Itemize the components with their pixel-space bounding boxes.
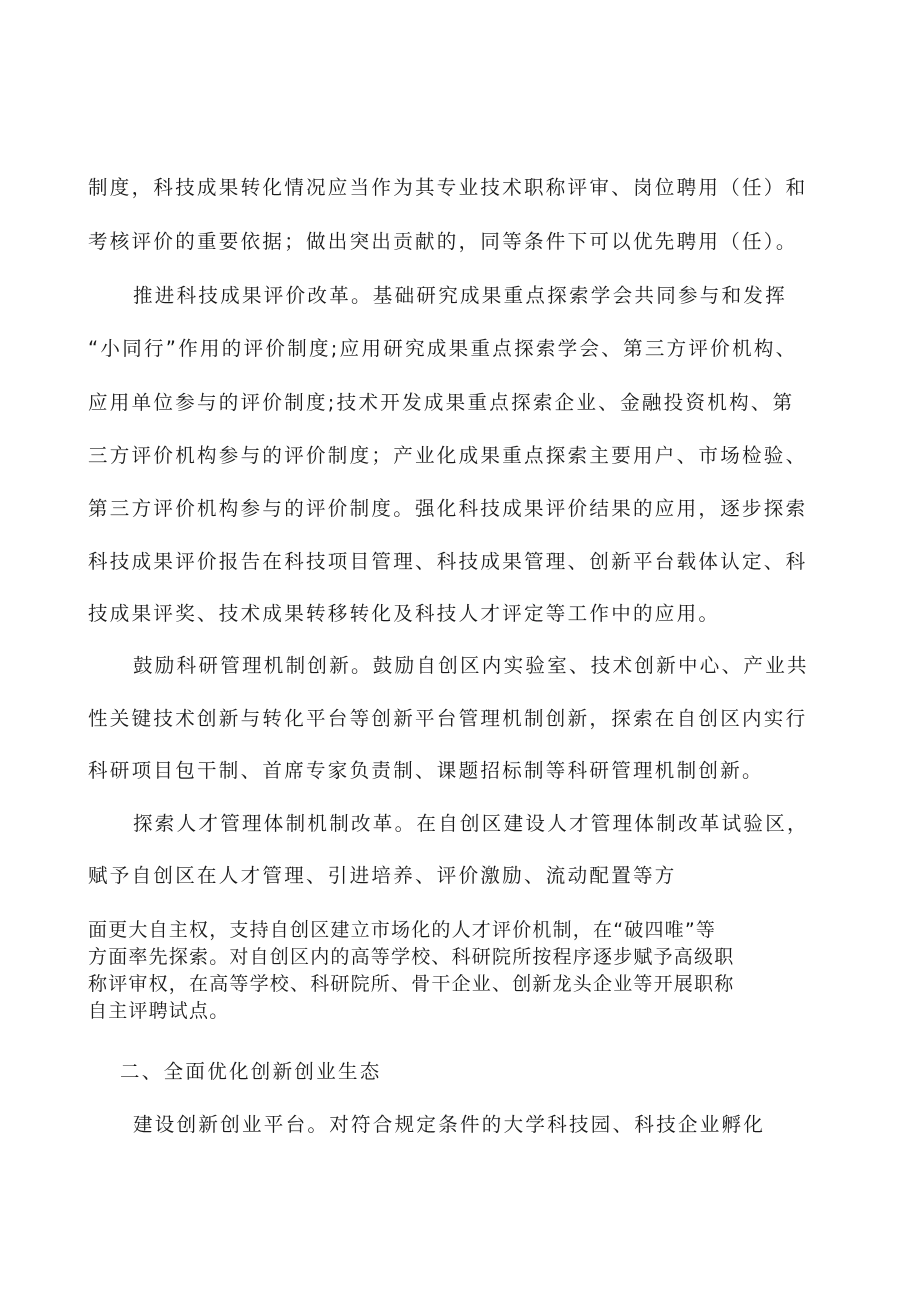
paragraph-line: 赋予自创区在人才管理、引进培养、评价激励、流动配置等方 [88, 864, 677, 887]
paragraph-line: 建设创新创业平台。对符合规定条件的大学科技园、科技企业孵化 [133, 1113, 766, 1136]
paragraph-line: 第三方评价机构参与的评价制度。强化科技成果评价结果的应用，逐步探索 [88, 497, 808, 520]
section-heading: 二、全面优化创新创业生态 [120, 1060, 382, 1083]
paragraph-line: 科研项目包干制、首席专家负责制、课题招标制等科研管理机制创新。 [88, 759, 764, 782]
paragraph-line: 科技成果评价报告在科技项目管理、科技成果管理、创新平台载体认定、科 [88, 550, 808, 573]
paragraph-line: 性关键技术创新与转化平台等创新平台管理机制创新，探索在自创区内实行 [88, 707, 808, 730]
paragraph-line: “小同行”作用的评价制度;应用研究成果重点探索学会、第三方评价机构、 [88, 337, 798, 360]
paragraph-line: 推进科技成果评价改革。基础研究成果重点探索学会共同参与和发挥 [133, 284, 788, 307]
paragraph-line: 自主评聘试点。 [88, 1000, 230, 1022]
paragraph-line: 称评审权，在高等学校、科研院所、骨干企业、创新龙头企业等开展职称 [88, 973, 735, 995]
paragraph-line: 面更大自主权，支持自创区建立市场化的人才评价机制，在“破四唯”等 [88, 919, 717, 941]
paragraph-line: 三方评价机构参与的评价制度；产业化成果重点探索主要用户、市场检验、 [88, 444, 808, 467]
paragraph-line: 鼓励科研管理机制创新。鼓励自创区内实验室、技术创新中心、产业共 [133, 654, 809, 677]
paragraph-line: 制度，科技成果转化情况应当作为其专业技术职称评审、岗位聘用（任）和 [88, 176, 808, 199]
paragraph-line: 技成果评奖、技术成果转移转化及科技人才评定等工作中的应用。 [88, 602, 721, 625]
paragraph-line: 探索人才管理体制机制改革。在自创区建设人才管理体制改革试验区， [133, 812, 809, 835]
paragraph-line: 应用单位参与的评价制度;技术开发成果重点探索企业、金融投资机构、第 [88, 391, 795, 414]
paragraph-line: 方面率先探索。对自创区内的高等学校、科研院所按程序逐步赋予高级职 [88, 946, 735, 968]
paragraph-line: 考核评价的重要依据；做出突出贡献的，同等条件下可以优先聘用（任）。 [88, 230, 798, 253]
